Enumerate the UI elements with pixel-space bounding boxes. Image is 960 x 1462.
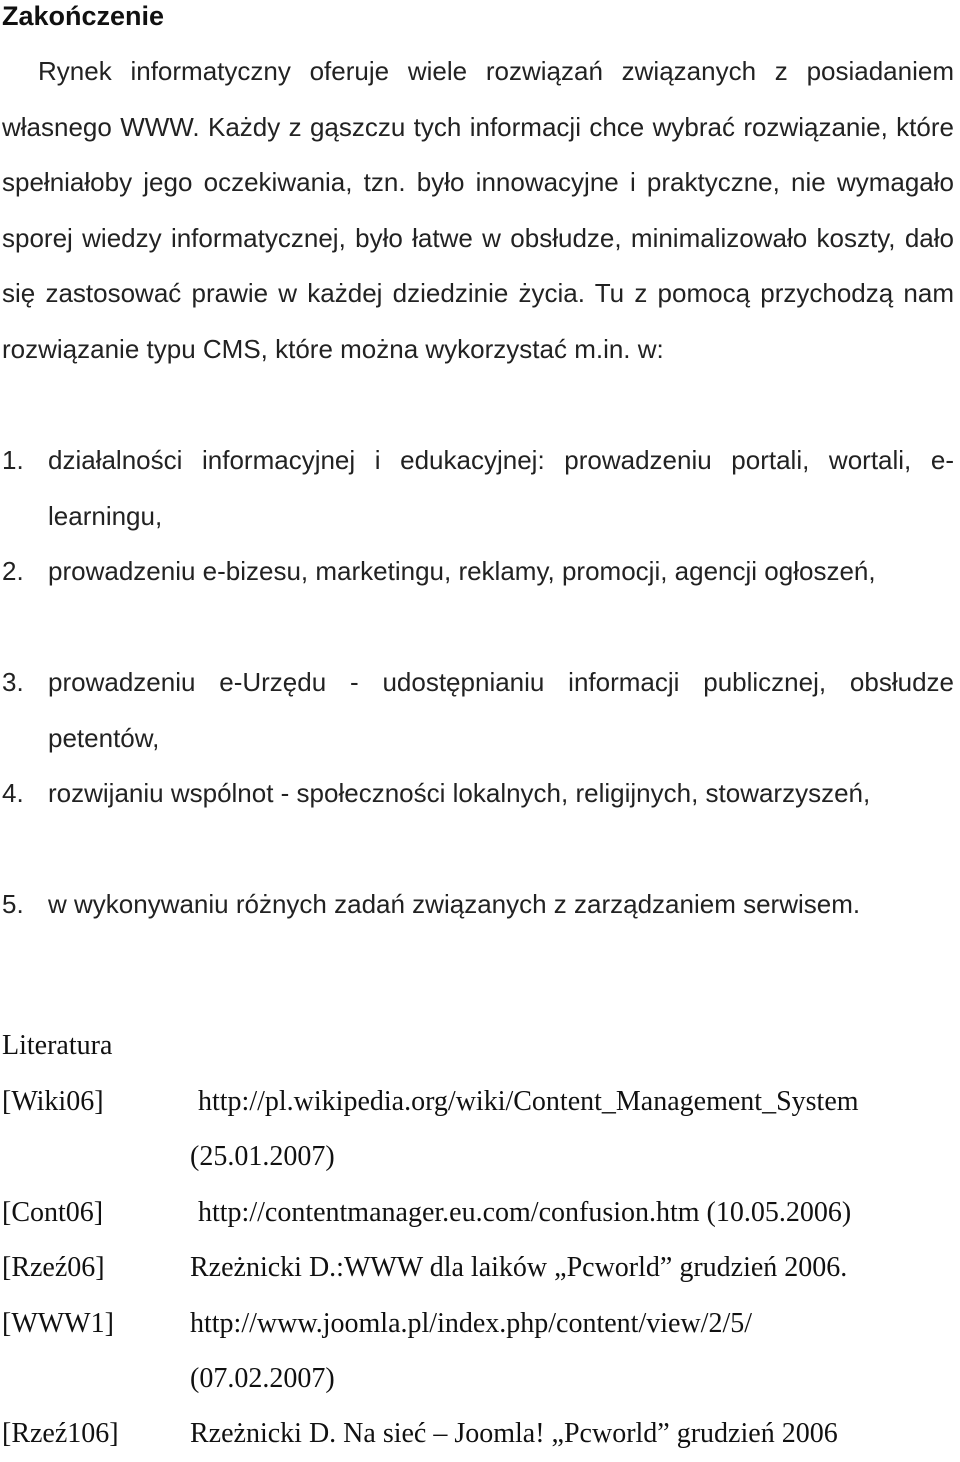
section-heading: Zakończenie [2,1,165,31]
literature-heading: Literatura [2,1030,113,1061]
reference-link[interactable]: http://www.joomla.pl/index.php/content/view/2/5/ [190,1308,753,1339]
list-item [2,655,954,766]
reference-key: [Cont06] [2,1197,104,1228]
list-item-text: rozwijaniu wspólnot - społeczności lokalnych, religijnych, stowarzyszeń, [48,778,871,808]
list-item-number: 2. [2,556,24,586]
list-item [2,544,954,655]
list-item-text: w wykonywaniu różnych zadań związanych z zarządzaniem serwisem. [48,889,861,919]
reference-text: Rzeżnicki D. Na sieć – Joomla! „Pcworld” grudzień 2006 [190,1418,838,1449]
reference-key: [Rzeź106] [2,1418,119,1449]
list-item [2,766,954,877]
reference-date: (07.02.2007) [190,1363,335,1394]
list-item [2,433,954,544]
list-item [2,877,954,988]
reference-key: [Rzeź06] [2,1252,105,1283]
list-item-number: 1. [2,445,24,475]
reference-key: [Wiki06] [2,1086,104,1117]
list-item-number: 4. [2,778,24,808]
list-item-text: prowadzeniu e-Urzędu - udostępnianiu informacji publicznej, obsłudze petentów, [48,667,954,753]
intro-paragraph: Rynek informatyczny oferuje wiele rozwiązań związanych z posiadaniem własnego WWW. Każdy z gąszczu tych informacji chce wybrać rozwiązanie, które spełniałoby jego oczekiwania, tzn. było innowacyjne i praktyczne, nie wymagało sporej wiedzy informatycznej, było łatwe w obsłudze, minimalizowało koszty, dało się zastosować prawie w każdej dziedzinie życia. Tu z pomocą przychodzą nam rozwiązanie typu CMS, które można wykorzystać m.in. w: [2,56,954,364]
list-item-number: 5. [2,889,24,919]
usage-list [2,433,954,988]
reference-link[interactable]: http://pl.wikipedia.org/wiki/Content_Management_System [198,1086,859,1117]
reference-key: [WWW1] [2,1308,114,1339]
list-item-text: prowadzeniu e-bizesu, marketingu, reklamy, promocji, agencji ogłoszeń, [48,556,876,586]
reference-text: Rzeżnicki D.:WWW dla laików „Pcworld” grudzień 2006. [190,1252,848,1283]
reference-link[interactable]: http://contentmanager.eu.com/confusion.htm (10.05.2006) [198,1197,852,1228]
reference-date: (25.01.2007) [190,1141,335,1172]
list-item-text: działalności informacyjnej i edukacyjnej: prowadzeniu portali, wortali, e-learningu, [48,445,954,531]
list-item-number: 3. [2,667,24,697]
